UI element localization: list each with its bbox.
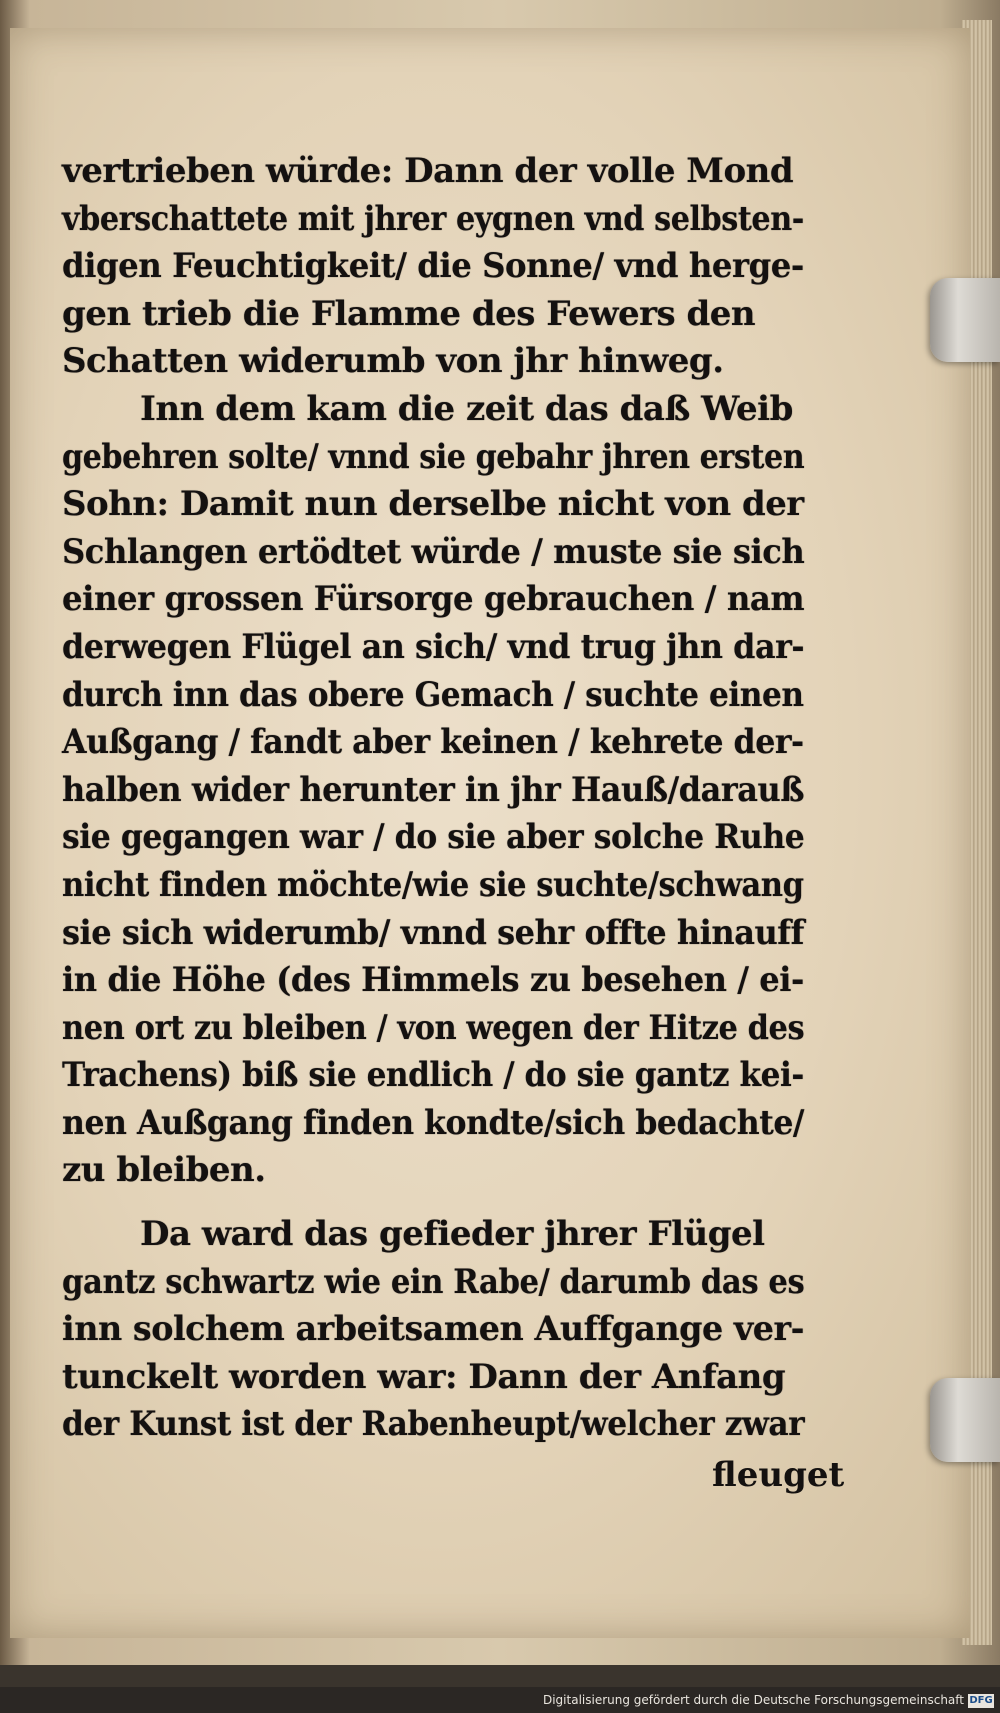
- text-line: in die Höhe (des Himmels zu besehen / ei-: [62, 960, 804, 1001]
- text-line: der Kunst ist der Rabenheupt/welcher zwar: [62, 1404, 805, 1445]
- text-line: Schatten widerumb von jhr hinweg.: [62, 341, 724, 382]
- text-line: nen Außgang finden kondte/sich bedachte/: [62, 1102, 804, 1143]
- text-line: vberschattete mit jhrer eygnen vnd selbsten-: [62, 198, 804, 239]
- text-line: nen ort zu bleiben / von wegen der Hitze des: [62, 1007, 805, 1048]
- text-line: Sohn: Damit nun derselbe nicht von der: [62, 484, 804, 525]
- metal-clip-icon: [930, 1378, 1000, 1462]
- metal-clip-icon: [930, 278, 1000, 362]
- text-line: digen Feuchtigkeit/ die Sonne/ vnd herge-: [62, 246, 804, 287]
- text-line: gen trieb die Flamme des Fewers den: [62, 293, 756, 334]
- text-line: derwegen Flügel an sich/ vnd trug jhn dar-: [62, 626, 805, 667]
- digitization-credit: Digitalisierung gefördert durch die Deutsche Forschungsgemeinschaft: [542, 1693, 964, 1707]
- text-line: gantz schwartz wie ein Rabe/ darumb das es: [62, 1261, 805, 1302]
- paragraph-gap: [62, 1195, 804, 1211]
- footer-bar: [0, 1687, 1000, 1713]
- text-line: Inn dem kam die zeit das daß Weib: [140, 388, 793, 429]
- text-line: gebehren solte/ vnnd sie gebahr jhren ersten: [62, 436, 805, 477]
- text-line: vertrieben würde: Dann der volle Mond: [62, 151, 794, 191]
- text-line: Trachens) biß sie endlich / do sie gantz kei-: [62, 1055, 804, 1096]
- text-line: Außgang / fandt aber keinen / kehrete der-: [62, 722, 804, 763]
- text-line: durch inn das obere Gemach / suchte einen: [62, 674, 804, 715]
- text-line: sie gegangen war / do sie aber solche Ruhe: [62, 817, 805, 858]
- text-line: Schlangen ertödtet würde / muste sie sich: [62, 531, 805, 572]
- text-line: inn solchem arbeitsamen Auffgange ver-: [62, 1309, 805, 1350]
- text-line: einer grossen Fürsorge gebrauchen / nam: [62, 579, 805, 620]
- text-line: tunckelt worden war: Dann der Anfang: [62, 1356, 786, 1397]
- text-line: nicht finden möchte/wie sie suchte/schwang: [62, 864, 804, 905]
- dfg-logo-icon: DFG: [969, 1695, 993, 1706]
- text-line: halben wider herunter in jhr Hauß/darauß: [62, 769, 805, 810]
- text-line: zu bleiben.: [62, 1150, 266, 1191]
- text-block: [62, 148, 804, 1449]
- text-line: sie sich widerumb/ vnnd sehr offte hinauff: [62, 912, 804, 953]
- text-line: Da ward das gefieder jhrer Flügel: [140, 1214, 765, 1255]
- catchword: fleuget: [712, 1455, 845, 1495]
